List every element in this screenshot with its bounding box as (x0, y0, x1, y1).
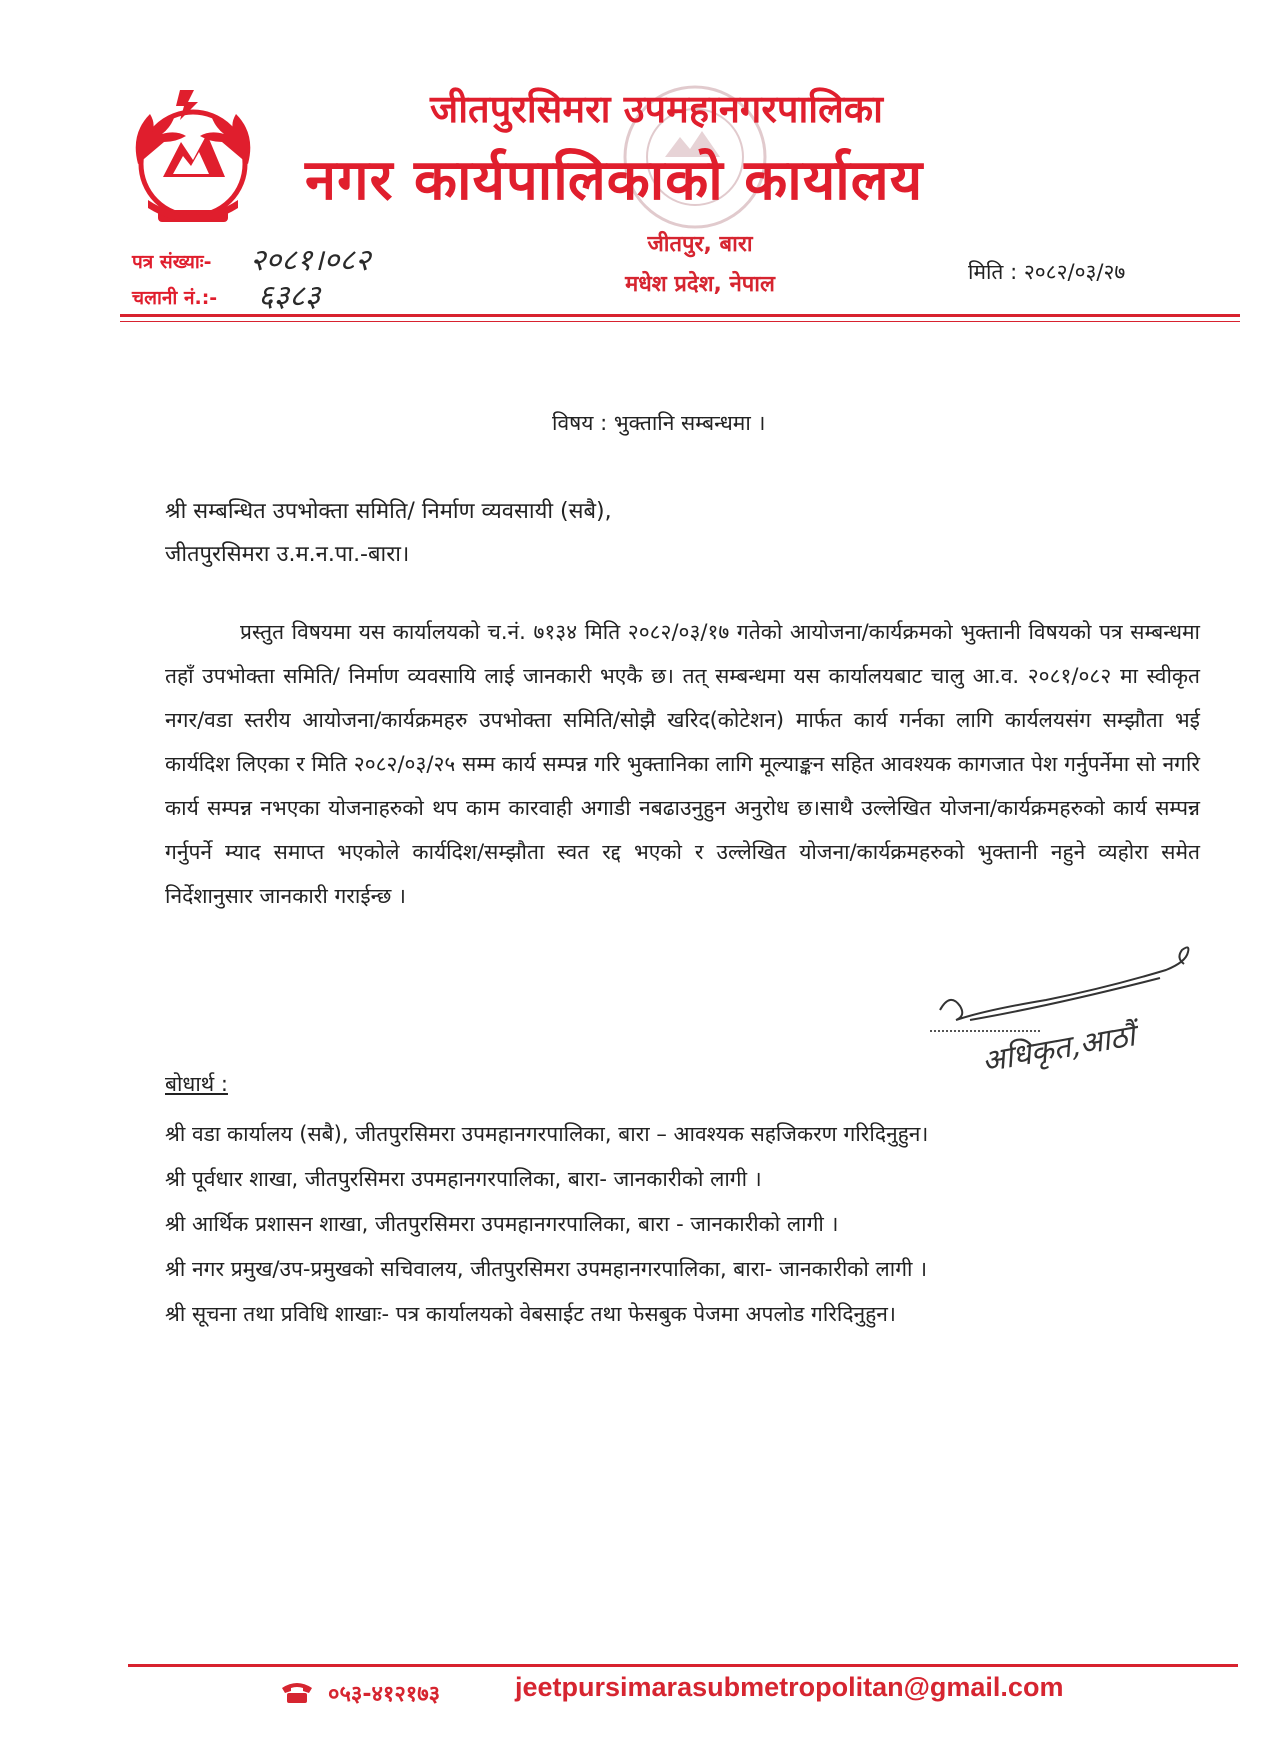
location-province: मधेश प्रदेश, नेपाल (625, 272, 775, 297)
ref-no-value: २०८१।०८२ (250, 243, 371, 278)
header-divider-thin (120, 321, 1240, 322)
letter-date: मिति : २०८२/०३/२७ (968, 260, 1126, 284)
cc-item: श्री नगर प्रमुख/उप-प्रमुखको सचिवालय, जीतपुरसिमरा उपमहानगरपालिका, बारा- जानकारीको लागी । (165, 1257, 928, 1281)
cc-item: श्री सूचना तथा प्रविधि शाखाः- पत्र कार्यालयको वेबसाईट तथा फेसबुक पेजमा अपलोड गरिदिनुहुन। (165, 1302, 896, 1326)
cc-item: श्री पूर्वधार शाखा, जीतपुरसिमरा उपमहानगरपालिका, बारा- जानकारीको लागी । (165, 1167, 762, 1191)
footer-email[interactable]: jeetpursimarasubmetropolitan@gmail.com (515, 1672, 1064, 1702)
dispatch-label: चलानी नं.:- (132, 287, 218, 309)
org-name: जीतपुरसिमरा उपमहानगरपालिका (430, 87, 883, 131)
signatory-title: अधिकृत,आठौं (979, 1018, 1138, 1080)
location-city: जीतपुर, बारा (647, 232, 753, 257)
body-paragraph: प्रस्तुत विषयमा यस कार्यालयको च.नं. ७१३४ मिति २०८२/०३/१७ गतेको आयोजना/कार्यक्रमको भुक्तानी विषयको पत्र सम्बन्धमा तहाँ उपभोक्ता समिति/ निर्माण व्यवसायि लाई जानकारी भएकै छ। तत् सम्बन्धमा यस कार्यालयबाट चालु आ.व. २०८१/०८२ मा स्वीकृत नगर/वडा स्तरीय आयोजना/कार्यक्रमहरु उपभोक्ता समिति/सोझै खरिद(कोटेशन) मार्फत कार्य गर्नका लागि कार्यलयसंग सम्झौता भई कार्यदिश लिएका र मिति २०८२/०३/२५ सम्म कार्य सम्पन्न गरि भुक्तानिका लागि मूल्याङ्कन सहित आवश्यक कागजात पेश गर्नुपर्नेमा सो नगरि कार्य सम्पन्न नभएका योजनाहरुको थप काम कारवाही अगाडी नबढाउनुहुन अनुरोध छ।साथै उल्लेखित योजना/कार्यक्रमहरुको कार्य सम्पन्न गर्नुपर्ने म्याद समाप्त भएकोले कार्यदिश/सम्झौता स्वत रद्द भएको र उल्लेखित योजना/कार्यक्रमहरुको भुक्तानी नहुने व्यहोरा समेत निर्देशानुसार जानकारी गराईन्छ । (165, 620, 1200, 908)
nepal-emblem-icon (118, 82, 268, 232)
cc-heading: बोधार्थ : (165, 1072, 228, 1096)
addressee-line-2: जीतपुरसिमरा उ.म.न.पा.-बारा। (165, 542, 410, 567)
cc-item: श्री वडा कार्यालय (सबै), जीतपुरसिमरा उपमहानगरपालिका, बारा – आवश्यक सहजिकरण गरिदिनुहुन। (165, 1122, 929, 1146)
office-name: नगर कार्यपालिकाको कार्यालय (305, 148, 924, 213)
addressee-line-1: श्री सम्बन्धित उपभोक्ता समिति/ निर्माण व्यवसायी (सबै), (165, 499, 612, 524)
phone-icon (280, 1680, 314, 1704)
footer-phone: ०५३-४१२१७३ (328, 1682, 441, 1707)
dispatch-value: ६३८३ (258, 279, 321, 314)
subject-line: विषय : भुक्तानि सम्बन्धमा । (552, 411, 766, 435)
footer-divider (128, 1664, 1238, 1667)
cc-item: श्री आर्थिक प्रशासन शाखा, जीतपुरसिमरा उपमहानगरपालिका, बारा - जानकारीको लागी । (165, 1212, 839, 1236)
signature-mark (930, 935, 1200, 1095)
header-divider (120, 314, 1240, 317)
ref-no-label: पत्र संख्याः- (132, 251, 212, 273)
